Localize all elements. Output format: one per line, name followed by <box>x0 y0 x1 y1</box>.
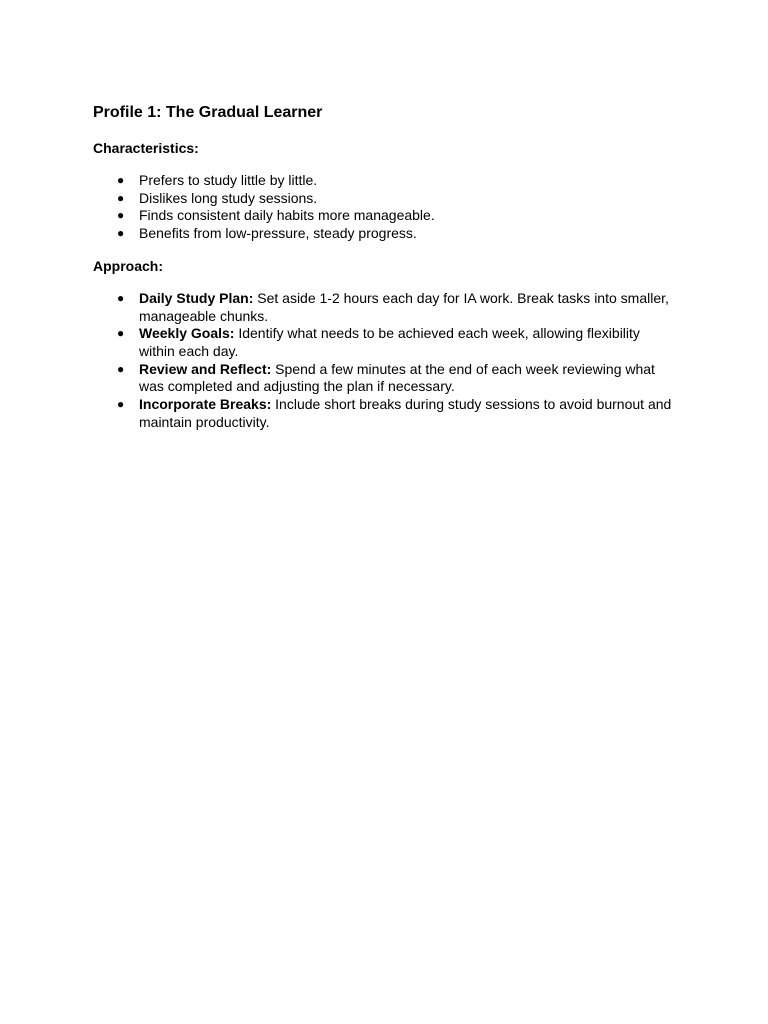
list-item <box>93 190 673 208</box>
item-lead: Daily Study Plan: <box>139 289 254 306</box>
profile-title: Profile 1: The Gradual Learner <box>93 104 323 121</box>
item-text: Identify what needs to be achieved each week, allowing flexibility within each day. <box>139 325 640 359</box>
list-item <box>93 396 673 431</box>
list-item <box>93 290 673 325</box>
bullet-icon: ● <box>117 397 125 412</box>
bullet-icon: ● <box>117 190 125 205</box>
item-lead: Incorporate Breaks: <box>139 396 272 413</box>
item-text: Include short breaks during study sessions to avoid burnout and maintain productivity. <box>139 396 672 430</box>
approach-label: Approach: <box>93 257 163 274</box>
bullet-icon: ● <box>117 326 125 341</box>
list-item-text: Benefits from low-pressure, steady progress. <box>139 225 417 242</box>
item-text: Spend a few minutes at the end of each week reviewing what was completed and adjusting the plan if necessary. <box>139 360 655 395</box>
list-item-text: Prefers to study little by little. <box>139 172 318 188</box>
approach-list <box>93 290 673 432</box>
list-item <box>93 225 673 243</box>
bullet-icon: ● <box>117 226 125 241</box>
list-item <box>93 172 673 190</box>
list-item <box>93 207 673 225</box>
bullet-icon: ● <box>117 208 125 223</box>
list-item <box>93 361 673 396</box>
list-item-text: Dislikes long study sessions. <box>139 189 318 206</box>
bullet-icon: ● <box>117 290 125 305</box>
item-lead: Weekly Goals: <box>139 325 235 342</box>
item-lead: Review and Reflect: <box>139 360 272 377</box>
characteristics-list <box>93 172 673 243</box>
document-page <box>93 102 673 431</box>
list-item <box>93 325 673 360</box>
bullet-icon: ● <box>117 173 125 187</box>
list-item-text: Finds consistent daily habits more manageable. <box>139 207 435 224</box>
characteristics-label: Characteristics: <box>93 140 199 156</box>
bullet-icon: ● <box>117 361 125 376</box>
item-text: Set aside 1-2 hours each day for IA work. Break tasks into smaller, manageable chunks. <box>139 289 669 324</box>
